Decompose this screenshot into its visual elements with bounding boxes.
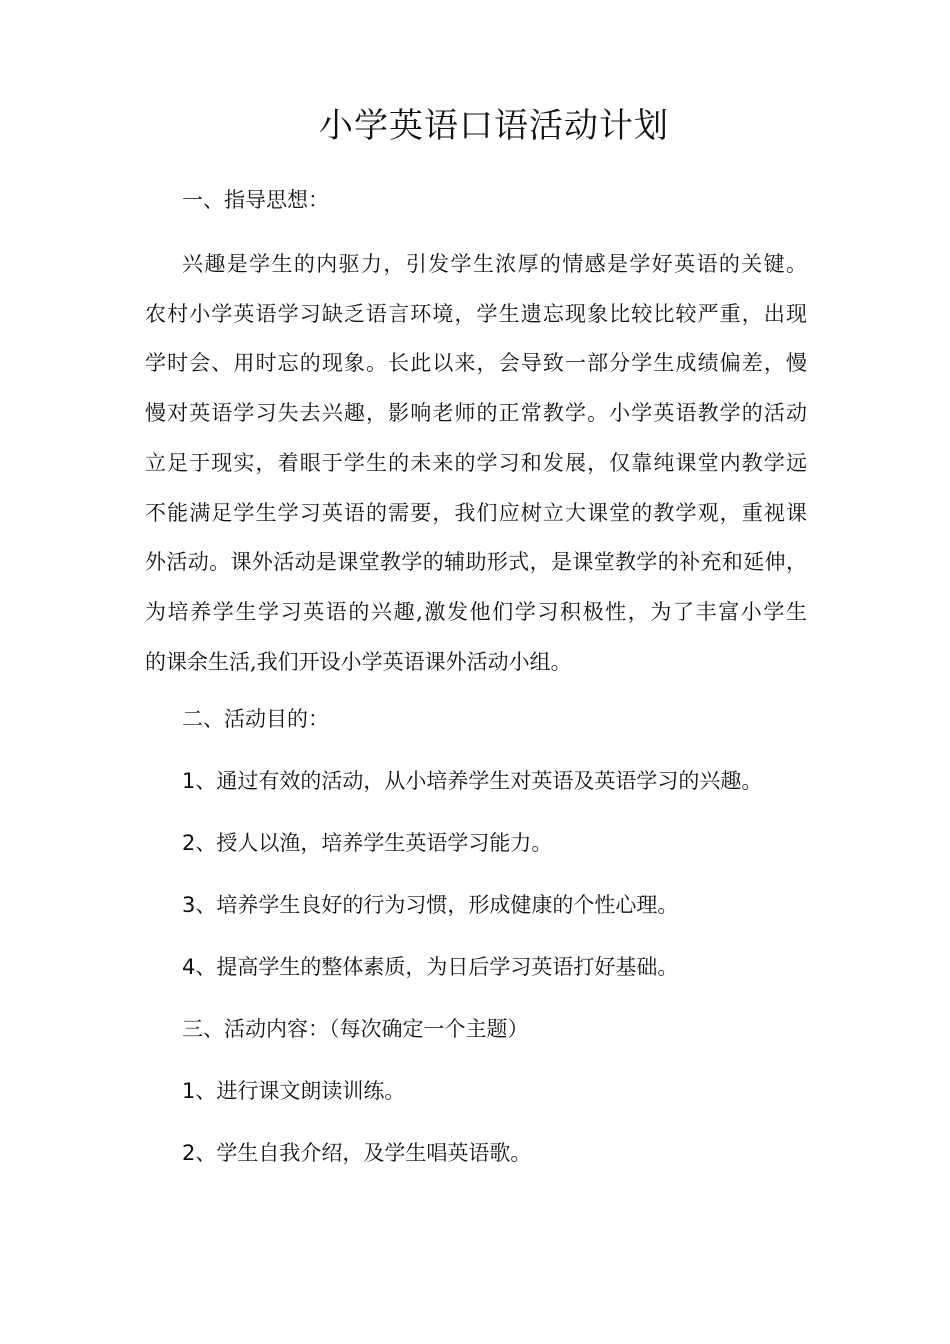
content-item-number: 2 — [182, 1141, 196, 1165]
goal-item-number: 2 — [182, 831, 196, 855]
goal-item-number: 1 — [182, 769, 196, 793]
goal-item-text: 、授人以渔，培养学生英语学习能力。 — [195, 831, 553, 855]
goal-item-text: 、通过有效的活动，从小培养学生对英语及英语学习的兴趣。 — [195, 769, 763, 793]
goal-item-text: 、提高学生的整体素质，为日后学习英语打好基础。 — [195, 955, 679, 979]
paragraph-line: 为培养学生学习英语的兴趣,激发他们学习积极性，为了丰富小学生 — [145, 599, 807, 624]
paragraph-line: 的课余生活,我们开设小学英语课外活动小组。 — [145, 649, 572, 674]
section-heading-activity-content: 三、活动内容：（每次确定一个主题） — [182, 1017, 529, 1041]
paragraph-line: 农村小学英语学习缺乏语言环境，学生遗忘现象比较比较严重，出现 — [145, 301, 807, 326]
content-item-number: 1 — [182, 1079, 196, 1103]
goal-item — [182, 766, 762, 796]
paragraph-line: 不能满足学生学习英语的需要，我们应树立大课堂的教学观，重视课 — [145, 500, 807, 525]
goal-item-text: 、培养学生良好的行为习惯，形成健康的个性心理。 — [195, 893, 679, 917]
document-title: 小学英语口语活动计划 — [319, 106, 669, 146]
goal-item — [182, 828, 552, 858]
goal-item-number: 4 — [182, 955, 196, 979]
content-item — [182, 1076, 405, 1106]
content-item — [182, 1138, 531, 1168]
content-item-text: 、学生自我介绍，及学生唱英语歌。 — [195, 1141, 532, 1165]
paragraph-line: 慢对英语学习失去兴趣，影响老师的正常教学。小学英语教学的活动 — [145, 401, 807, 426]
paragraph-line: 兴趣是学生的内驱力，引发学生浓厚的情感是学好英语的关键。 — [182, 252, 807, 276]
goal-item-number: 3 — [182, 893, 196, 917]
paragraph-line: 外活动。课外活动是课堂教学的辅助形式，是课堂教学的补充和延伸， — [145, 550, 807, 575]
section-heading-activity-goals: 二、活动目的： — [182, 707, 329, 731]
guiding-thought-paragraph — [145, 240, 807, 687]
goal-item — [182, 890, 678, 920]
goal-item — [182, 952, 678, 982]
paragraph-line: 立足于现实，着眼于学生的未来的学习和发展，仅靠纯课堂内教学远 — [145, 450, 807, 475]
paragraph-line: 学时会、用时忘的现象。长此以来，会导致一部分学生成绩偏差，慢 — [145, 351, 807, 376]
section-heading-guiding-thought: 一、指导思想： — [182, 188, 329, 212]
content-item-text: 、进行课文朗读训练。 — [195, 1079, 406, 1103]
